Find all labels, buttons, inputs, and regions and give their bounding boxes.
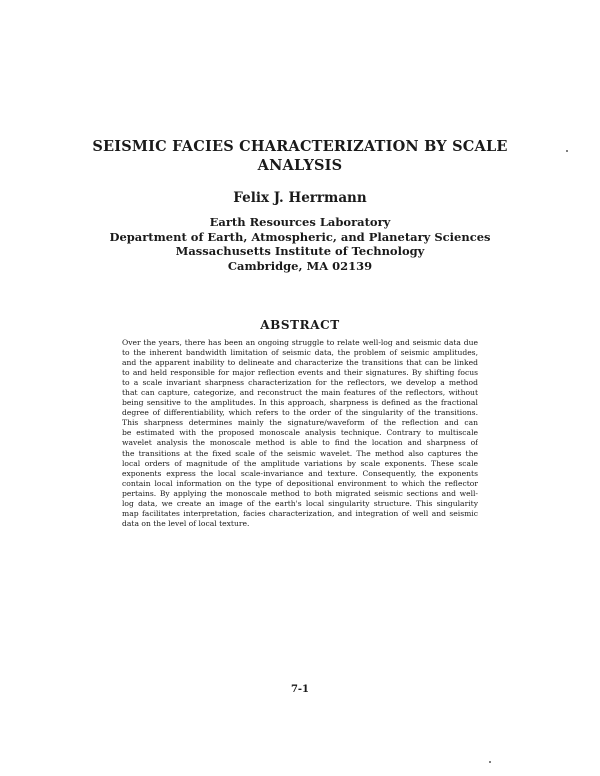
affiliation-location: Cambridge, MA 02139: [227, 258, 373, 273]
abstract-body: [122, 338, 478, 529]
abstract-line: be estimated with the proposed monoscale analysis technique. Contrary to multiscale: [122, 428, 478, 438]
abstract-line: local orders of magnitude of the amplitude variations by scale exponents. These scale: [122, 458, 478, 468]
abstract-line: to and held responsible for major reflection events and their signatures. By shifting focus: [122, 368, 478, 378]
author-name: Felix J. Herrmann: [233, 190, 367, 206]
abstract-line: being sensitive to the amplitudes. In this approach, sharpness is defined as the fractional: [122, 398, 478, 408]
abstract-line: that can capture, categorize, and reconstruct the main features of the reflectors, without: [122, 388, 478, 398]
affiliation-lab: Earth Resources Laboratory: [209, 215, 391, 229]
abstract-line: This sharpness determines mainly the signature/waveform of the reflection and can: [122, 418, 478, 428]
abstract-heading: ABSTRACT: [260, 318, 340, 332]
page-number: 7-1: [290, 684, 310, 695]
abstract-line: wavelet analysis the monoscale method is able to find the location and sharpness of: [122, 438, 478, 448]
abstract-line: data on the level of local texture.: [122, 518, 250, 528]
abstract-line: to a scale invariant sharpness characterization for the reflectors, we develop a method: [122, 378, 478, 388]
title-line-1: SEISMIC FACIES CHARACTERIZATION BY SCALE: [92, 138, 508, 155]
abstract-line: log data, we create an image of the earth's local singularity structure. This singularity: [122, 498, 478, 508]
abstract-line: contain local information on the type of depositional environment to which the reflector: [122, 478, 478, 488]
affiliation-department: Department of Earth, Atmospheric, and Planetary Sciences: [109, 229, 491, 244]
scan-speck: [566, 150, 568, 152]
abstract-line: pertains. By applying the monoscale method to both migrated seismic sections and well-: [122, 488, 478, 498]
abstract-line: to the inherent bandwidth limitation of seismic data, the problem of seismic amplitudes,: [122, 348, 478, 358]
abstract-line: exponents express the local scale-invariance and texture. Consequently, the exponents: [122, 468, 478, 478]
title-line-2: ANALYSIS: [257, 157, 343, 174]
affiliation-block: [60, 215, 540, 273]
abstract-line: Over the years, there has been an ongoing struggle to relate well-log and seismic data due: [122, 338, 478, 347]
abstract-line: and the apparent inability to delineate and characterize the transitions that can be linked: [122, 358, 478, 368]
abstract-line: the transitions at the fixed scale of the seismic wavelet. The method also captures the: [122, 448, 478, 458]
affiliation-institute: Massachusetts Institute of Technology: [175, 244, 425, 258]
paper-title: [60, 137, 540, 175]
abstract-line: degree of differentiability, which refers to the order of the singularity of the transitions.: [122, 408, 478, 418]
scan-speck: [489, 761, 491, 763]
abstract-line: map facilitates interpretation, facies characterization, and integration of well and seismic: [122, 508, 478, 518]
